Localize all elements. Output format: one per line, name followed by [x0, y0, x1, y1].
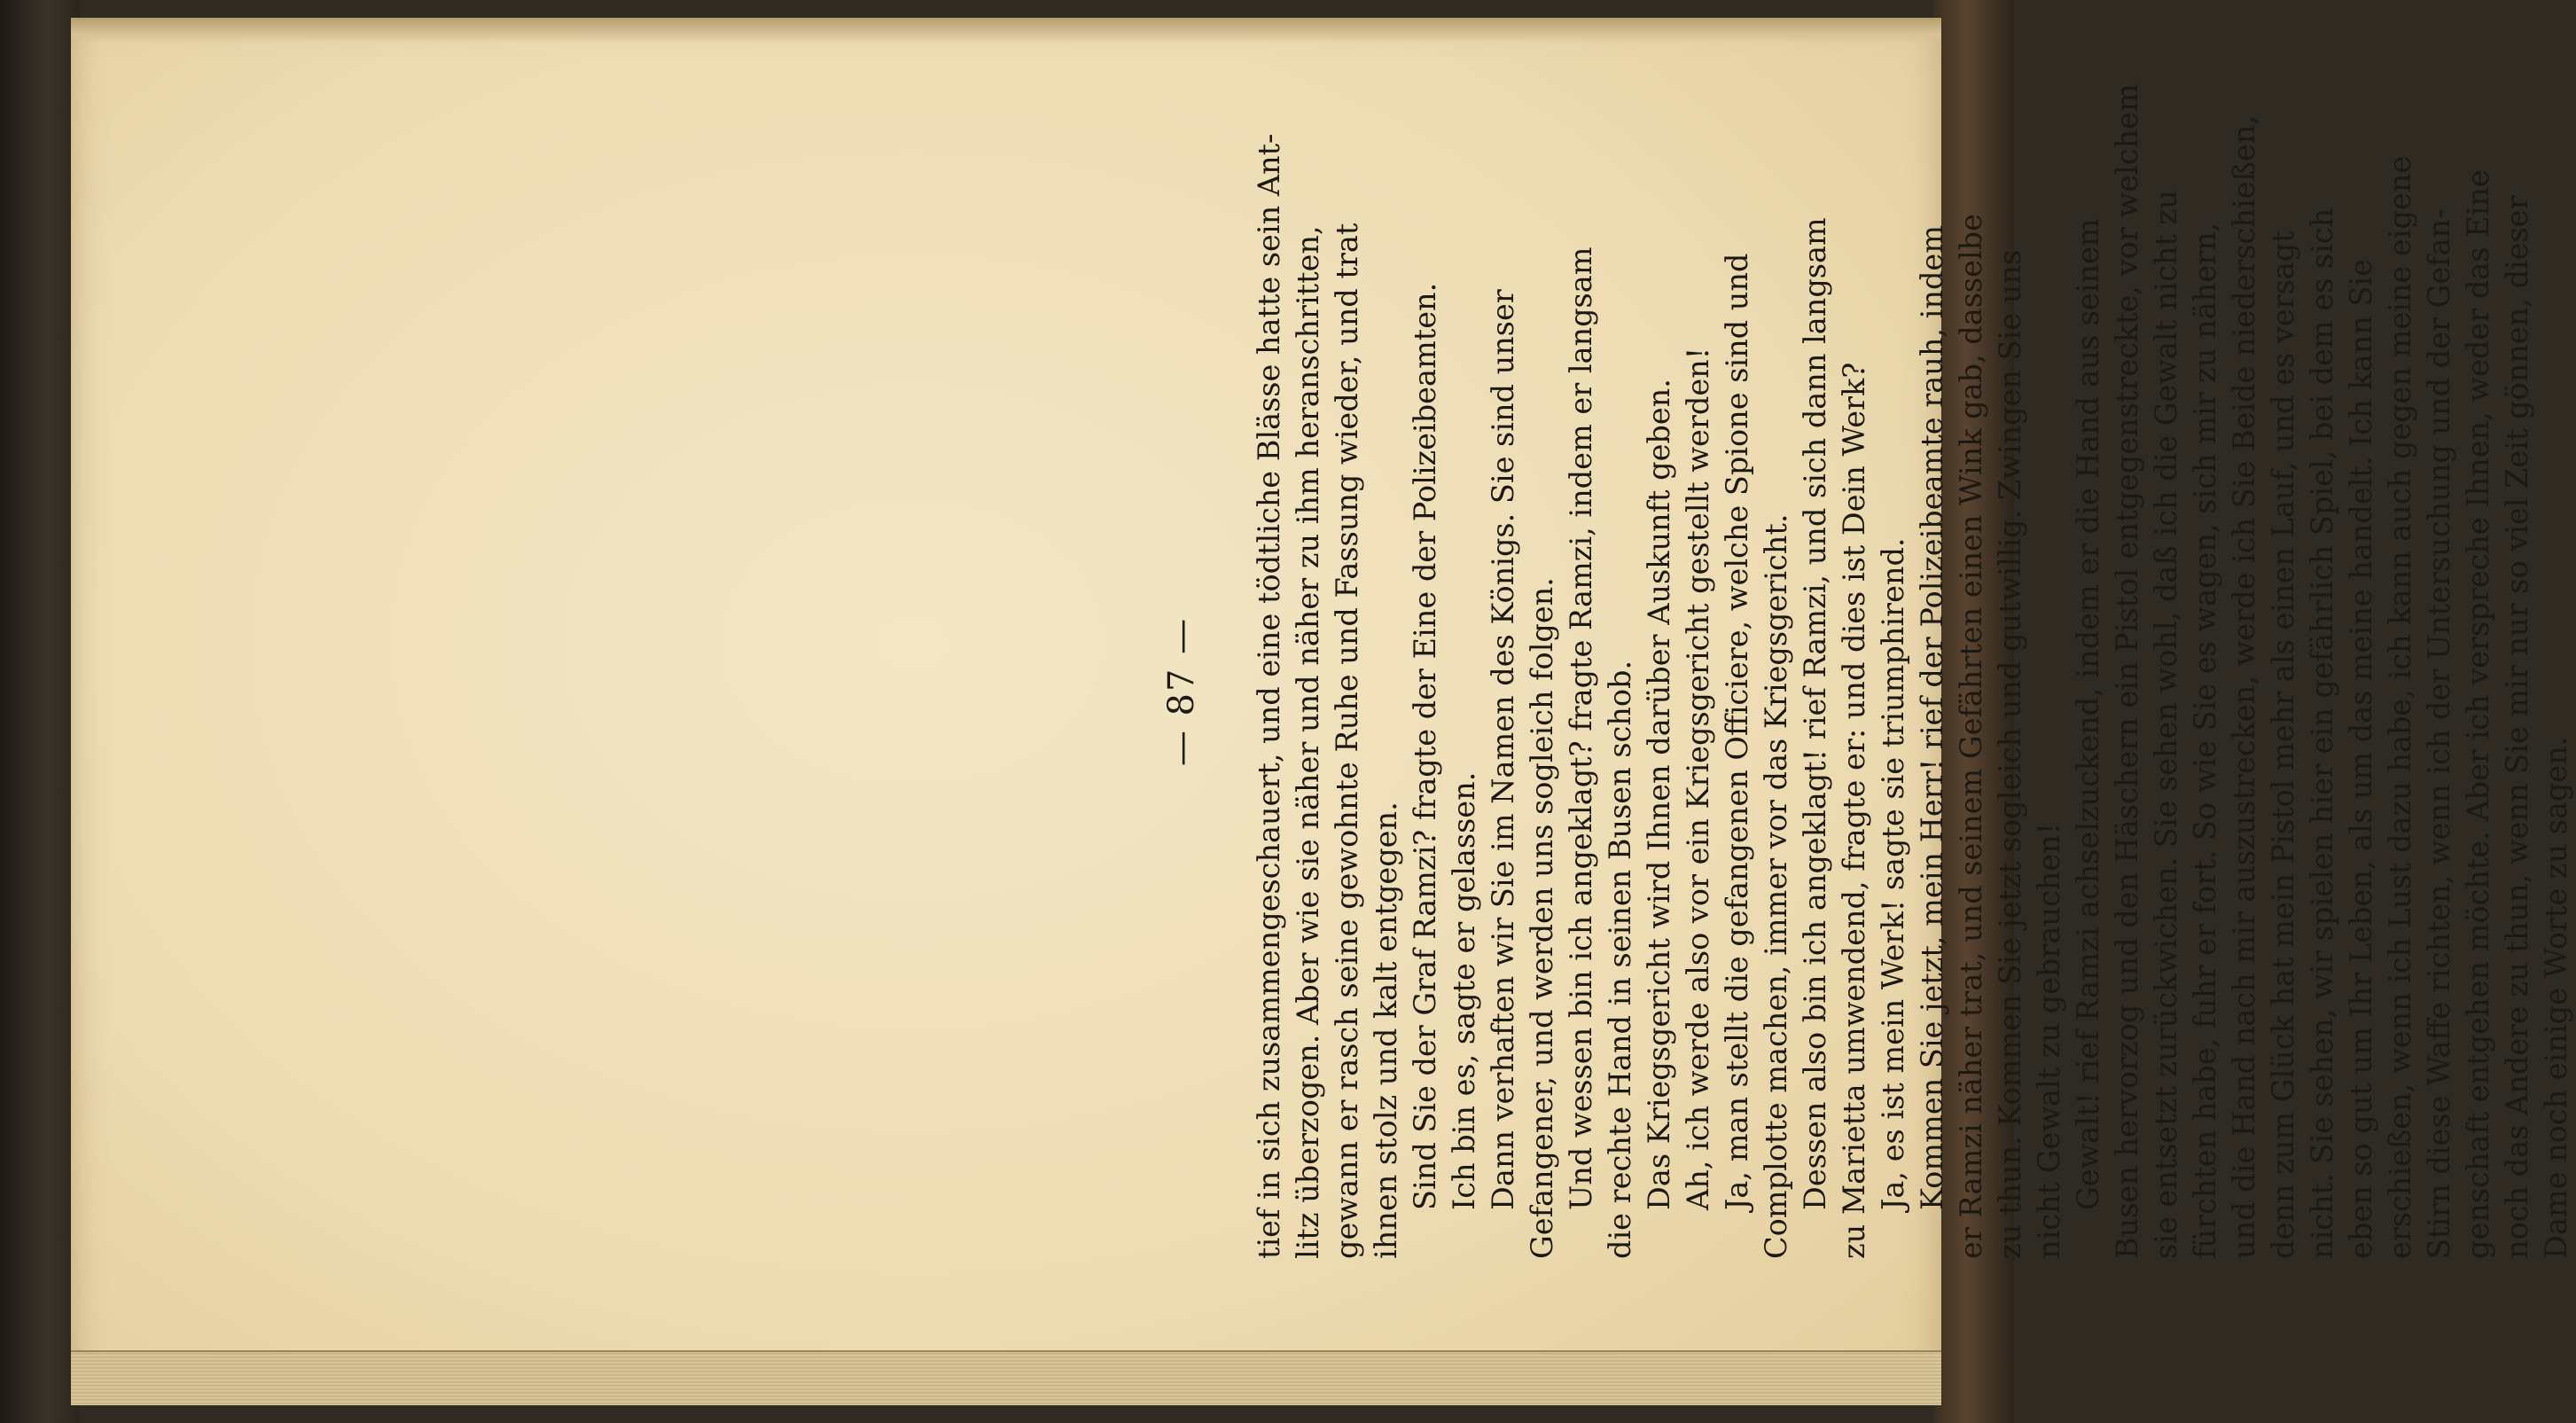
- page-number: — 87 —: [1161, 616, 1202, 767]
- text-line: eben so gut um Ihr Leben, als um das meine handelt. Ich kann Sie: [2344, 259, 2378, 1259]
- text-line: nicht Gewalt zu gebrauchen!: [2032, 822, 2066, 1259]
- text-line: Kommen Sie jetzt, mein Herr! rief der Polizeibeamte rauh, indem: [1915, 224, 1949, 1210]
- text-line: Stirn diese Waffe richten, wenn ich der Untersuchung und der Gefan-: [2422, 208, 2456, 1259]
- text-line: Ich bin es, sagte er gelassen.: [1447, 771, 1481, 1210]
- rotated-page-content: [1152, 27, 2573, 1357]
- text-line: Busen hervorzog und den Häschern ein Pistol entgegenstreckte, vor welchem: [2110, 83, 2144, 1259]
- text-line: gewann er rasch seine gewohnte Ruhe und Fassung wieder, und trat: [1330, 223, 1364, 1259]
- text-line: Und wessen bin ich angeklagt? fragte Ramzi, indem er langsam: [1564, 246, 1598, 1210]
- text-line: Gewalt! rief Ramzi achselzuckend, indem er die Hand aus seinem: [2071, 218, 2105, 1210]
- text-line: Ja, es ist mein Werk! sagte sie triumphirend.: [1876, 537, 1910, 1210]
- text-line: ihnen stolz und kalt entgegen.: [1369, 801, 1403, 1259]
- text-line: sie entsetzt zurückwichen. Sie sehen wohl, daß ich die Gewalt nicht zu: [2149, 190, 2183, 1259]
- text-line: noch das Andere zu thun, wenn Sie mir nur so viel Zeit gönnen, dieser: [2500, 195, 2534, 1259]
- text-line: und die Hand nach mir auszustrecken, werde ich Sie Beide niederschießen,: [2227, 115, 2261, 1259]
- text-line: denn zum Glück hat mein Pistol mehr als einen Lauf, und es versagt: [2266, 231, 2300, 1259]
- text-line: Gefangener, und werden uns sogleich folgen.: [1525, 577, 1559, 1259]
- text-line: Ah, ich werde also vor ein Kriegsgericht gestellt werden!: [1681, 347, 1715, 1210]
- page-edges: [71, 1350, 1941, 1405]
- book-cover-left: [0, 0, 80, 1423]
- text-line: zu Marietta umwendend, fragte er: und dies ist Dein Werk?: [1837, 362, 1871, 1259]
- text-line: Sind Sie der Graf Ramzi? fragte der Eine der Polizeibeamten.: [1408, 282, 1442, 1210]
- text-line: fürchten habe, fuhr er fort. So wie Sie es wagen, sich mir zu nähern,: [2188, 222, 2222, 1259]
- book-page: [71, 18, 2573, 1405]
- text-line: erschießen, wenn ich Lust dazu habe, ich kann auch gegen meine eigene: [2383, 155, 2417, 1259]
- text-line: Dann verhaften wir Sie im Namen des Königs. Sie sind unser: [1486, 289, 1520, 1210]
- text-line: Dame noch einige Worte zu sagen.: [2539, 736, 2573, 1259]
- text-line: zu thun. Kommen Sie jetzt sogleich und gutwillig. Zwingen Sie uns: [1993, 249, 2027, 1259]
- text-line: genschaft entgehen möchte. Aber ich verspreche Ihnen, weder das Eine: [2461, 169, 2495, 1259]
- text-line: Ja, man stellt die gefangenen Officiere, welche Spione sind und: [1720, 253, 1754, 1210]
- text-line: Complotte machen, immer vor das Kriegsgericht.: [1759, 513, 1793, 1259]
- text-line: die rechte Hand in seinen Busen schob.: [1603, 660, 1637, 1259]
- text-line: litz überzogen. Aber wie sie näher und näher zu ihm heranschritten,: [1291, 225, 1325, 1259]
- text-line: er Ramzi näher trat, und seinem Gefährten einen Wink gab, dasselbe: [1954, 214, 1988, 1259]
- text-line: tief in sich zusammengeschauert, und eine tödtliche Blässe hatte sein Ant-: [1252, 133, 1286, 1259]
- body-text: [1250, 83, 2576, 1259]
- text-line: nicht. Sie sehen, wir spielen hier ein gefährlich Spiel, bei dem es sich: [2305, 207, 2339, 1259]
- text-line: Das Kriegsgericht wird Ihnen darüber Auskunft geben.: [1642, 379, 1676, 1210]
- text-line: Dessen also bin ich angeklagt! rief Ramzi, und sich dann langsam: [1798, 217, 1832, 1210]
